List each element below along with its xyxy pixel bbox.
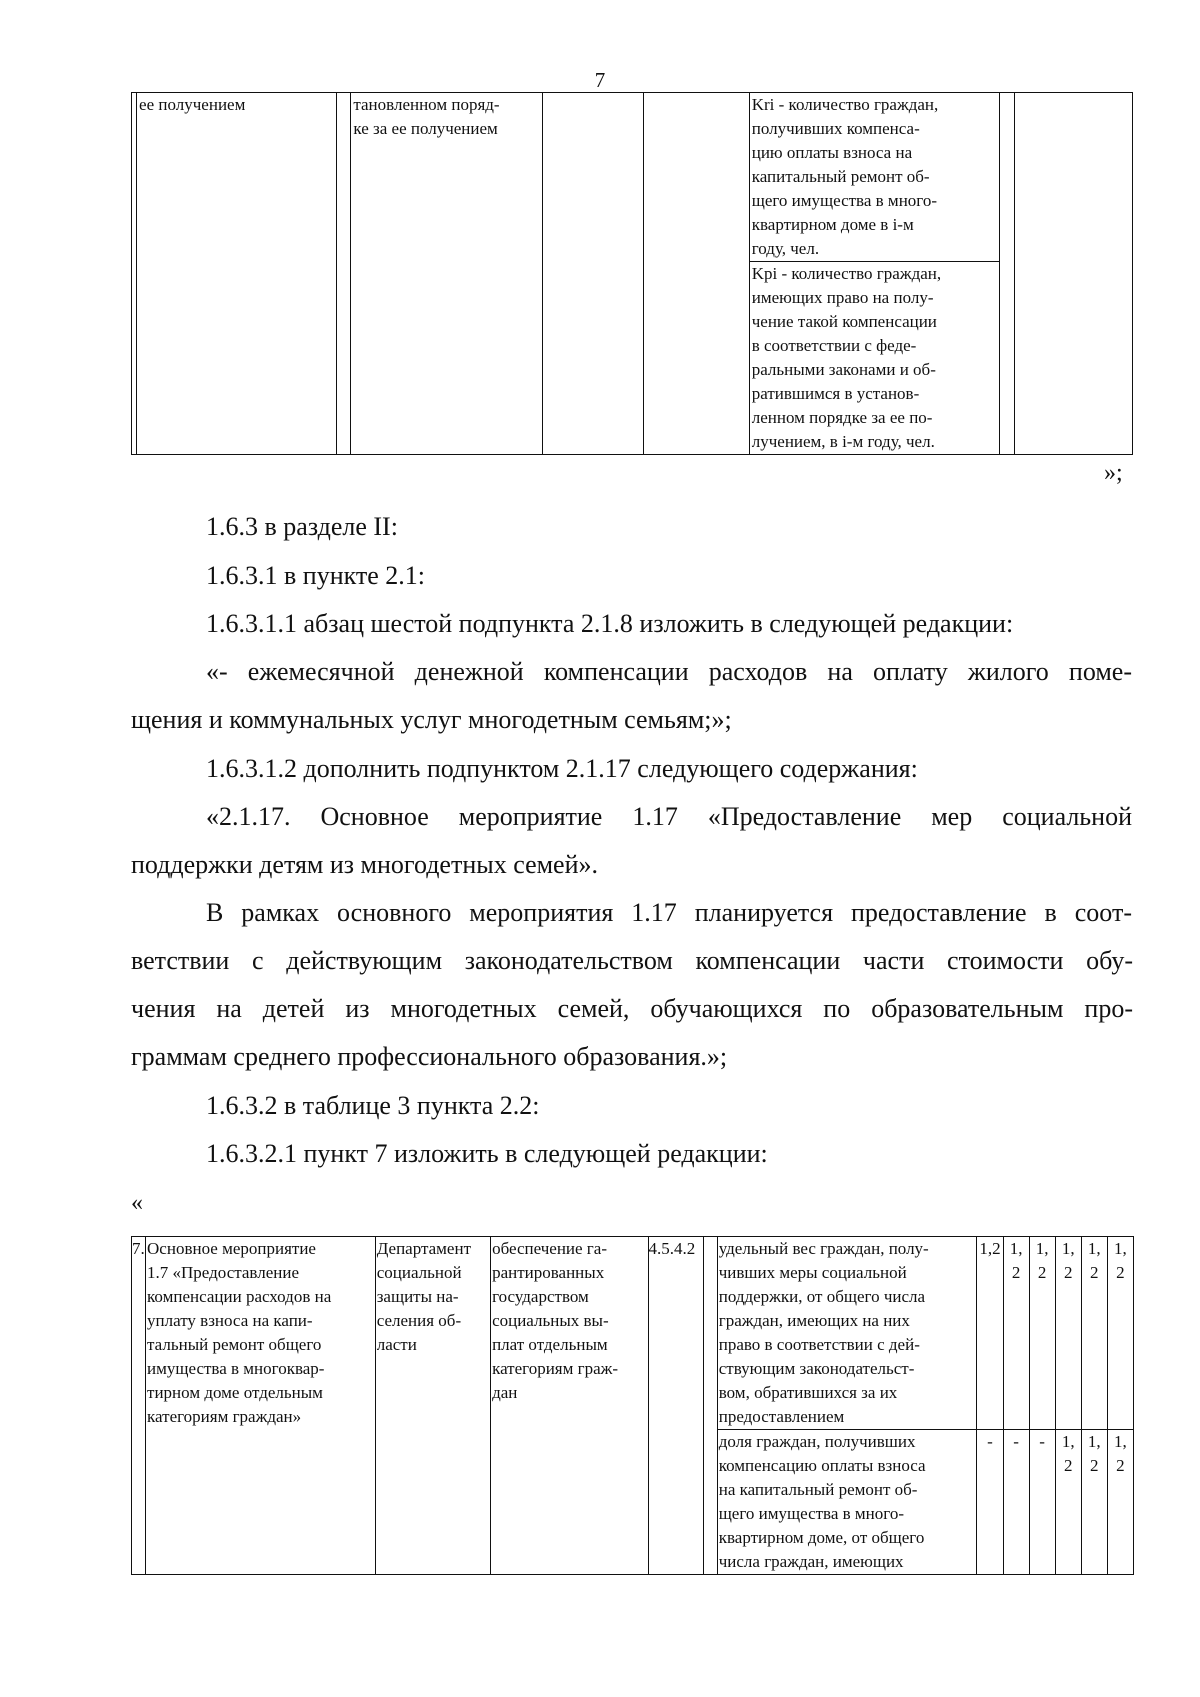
table-cell: тановленном поряд- ке за ее получением bbox=[351, 93, 543, 455]
value-1-5: 1, 2 bbox=[1081, 1237, 1107, 1430]
executor: Департамент социальной защиты на- селения об- ласти bbox=[375, 1237, 490, 1575]
paragraph: 1.6.3.1.2 дополнить подпунктом 2.1.17 следующего содержания: bbox=[206, 754, 918, 783]
indicator-2: доля граждан, получивших компенсацию оплаты взноса на капитальный ремонт об- щего имущества в много- квартирном доме, от общего числа граждан, имеющих bbox=[717, 1430, 977, 1575]
paragraph: поддержки детям из многодетных семей». bbox=[131, 850, 599, 879]
value-1-3: 1, 2 bbox=[1029, 1237, 1055, 1430]
paragraph: «- ежемесячной денежной компенсации расходов на оплату жилого поме- bbox=[206, 657, 1132, 686]
table-cell-empty bbox=[643, 93, 749, 455]
table-cell-empty bbox=[703, 1237, 717, 1575]
paragraph: чения на детей из многодетных семей, обучающихся по образовательным про- bbox=[131, 994, 1133, 1023]
closing-quote: »; bbox=[1104, 460, 1123, 486]
value-2-5: 1, 2 bbox=[1081, 1430, 1107, 1575]
indicator-1: удельный вес граждан, полу- чивших меры социальной поддержки, от общего числа граждан, имеющих на них право в соответствии с дей- ствующим законодательст- вом, обратившихся за их предоставлением bbox=[717, 1237, 977, 1430]
paragraph: граммам среднего профессионального образования.»; bbox=[131, 1042, 728, 1071]
paragraph: 1.6.3 в разделе II: bbox=[206, 512, 398, 541]
paragraph: 1.6.3.1.1 абзац шестой подпункта 2.1.8 изложить в следующей редакции: bbox=[206, 609, 1014, 638]
table-cell-empty bbox=[1000, 93, 1014, 455]
continuation-table bbox=[131, 92, 1133, 455]
indicator-formula-cell bbox=[749, 93, 1000, 455]
paragraph: щения и коммунальных услуг многодетным семьям;»; bbox=[131, 705, 732, 734]
table-cell-empty bbox=[1014, 93, 1132, 455]
value-2-6: 1, 2 bbox=[1107, 1430, 1133, 1575]
value-1-6: 1, 2 bbox=[1107, 1237, 1133, 1430]
value-1-4: 1, 2 bbox=[1055, 1237, 1081, 1430]
row-number: 7. bbox=[132, 1237, 146, 1575]
paragraph: В рамках основного мероприятия 1.17 планируется предоставление в соот- bbox=[206, 898, 1132, 927]
value-2-2: - bbox=[1003, 1430, 1029, 1575]
table-cell-empty bbox=[337, 93, 351, 455]
formula-kpi: Kpi - количество граждан, имеющих право на полу- чение такой компенсации в соответствии с феде- ральными законами и об- ратившимся в установ- ленном порядке за ее по- лучением, в i-м году, чел. bbox=[751, 264, 942, 451]
value-2-3: - bbox=[1029, 1430, 1055, 1575]
value-2-1: - bbox=[977, 1430, 1003, 1575]
table-cell: ее получением bbox=[137, 93, 337, 455]
paragraph: 1.6.3.2 в таблице 3 пункта 2.2: bbox=[206, 1091, 540, 1120]
value-1-1: 1,2 bbox=[977, 1237, 1003, 1430]
code: 4.5.4.2 bbox=[648, 1237, 703, 1575]
table-cell-empty bbox=[543, 93, 643, 455]
paragraph: 1.6.3.2.1 пункт 7 изложить в следующей редакции: bbox=[206, 1139, 768, 1168]
page-number: 7 bbox=[594, 68, 606, 92]
measures-table bbox=[131, 1236, 1134, 1575]
paragraph: «2.1.17. Основное мероприятие 1.17 «Предоставление мер социальной bbox=[206, 802, 1132, 831]
paragraph: ветствии с действующим законодательством компенсации части стоимости обу- bbox=[131, 946, 1133, 975]
formula-kri: Kri - количество граждан, получивших компенса- цию оплаты взноса на капитальный ремонт об- щего имущества в много- квартирном доме в i-м году, чел. bbox=[750, 93, 1000, 262]
measure-name: Основное мероприятие 1.7 «Предоставление компенсации расходов на уплату взноса на капи- тальный ремонт общего имущества в многоквар- тирном доме отдельным категориям граждан» bbox=[146, 1237, 376, 1575]
value-1-2: 1, 2 bbox=[1003, 1237, 1029, 1430]
value-2-4: 1, 2 bbox=[1055, 1430, 1081, 1575]
opening-quote: « bbox=[131, 1190, 143, 1216]
goal: обеспечение га- рантированных государством социальных вы- плат отдельным категориям граж- дан bbox=[491, 1237, 648, 1575]
paragraph: 1.6.3.1 в пункте 2.1: bbox=[206, 561, 426, 590]
